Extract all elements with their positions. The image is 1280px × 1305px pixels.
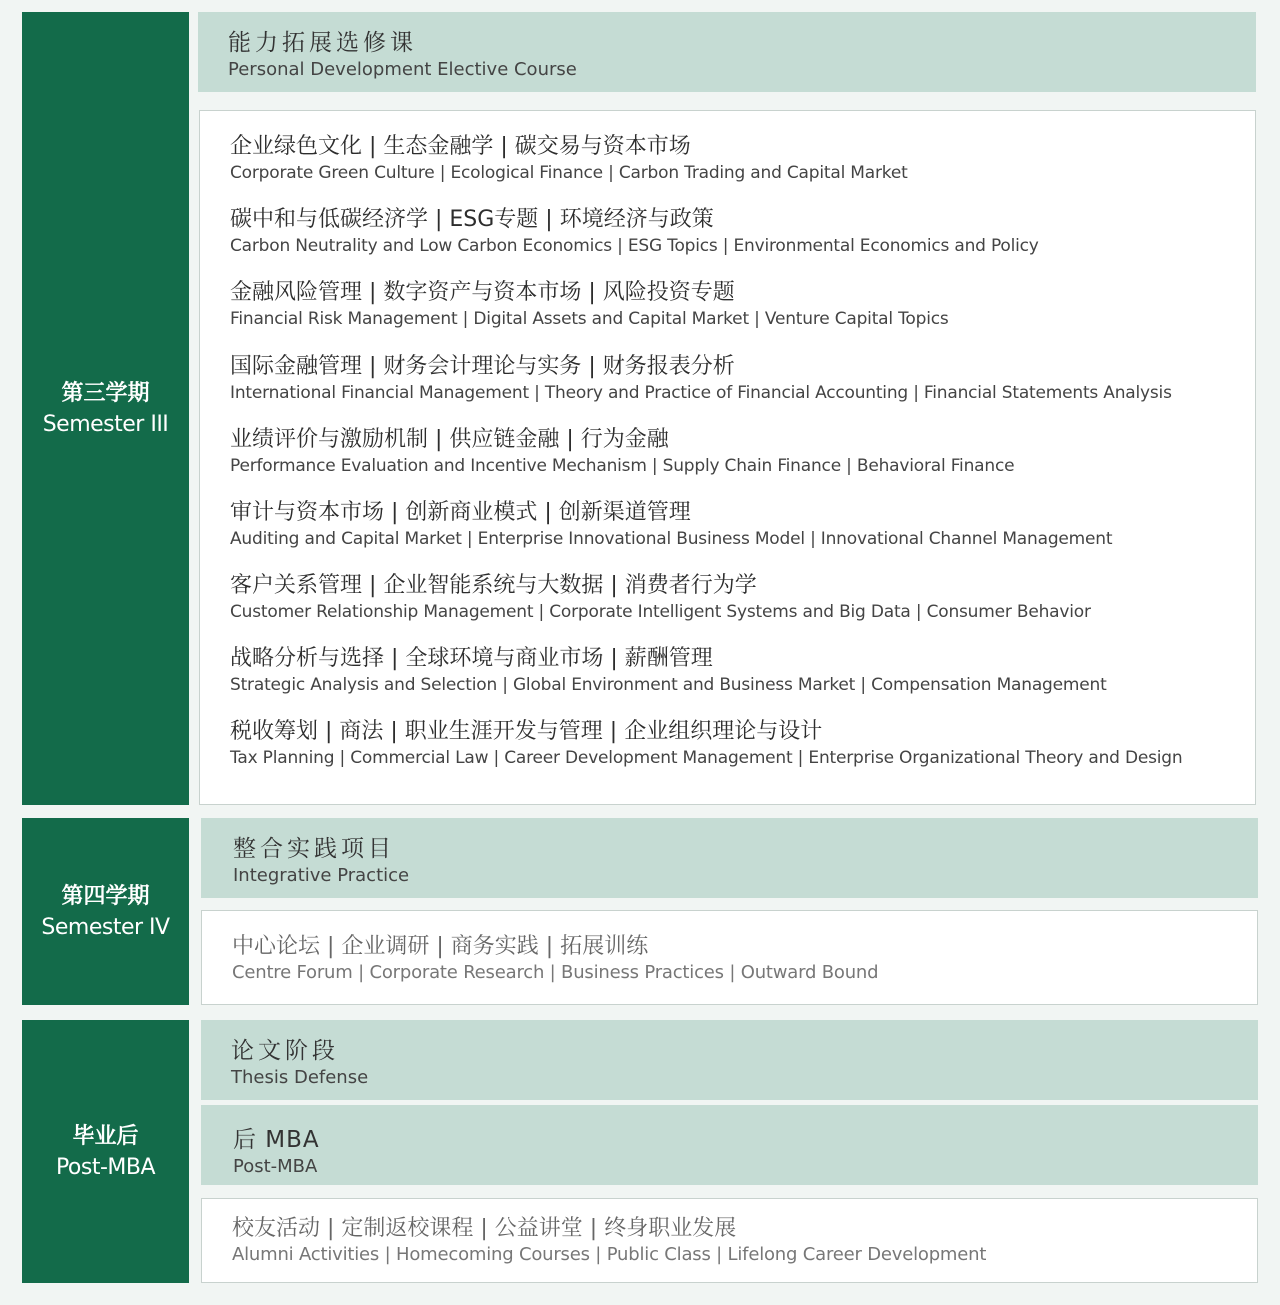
course-row [230,353,1172,405]
course-row-cn: 战略分析与选择 | 全球环境与商业市场 | 薪酬管理 [230,646,713,671]
alumni-list [201,1198,1258,1283]
post-mba-header [201,1105,1258,1185]
activity-row [232,1215,986,1267]
elective-header-en: Personal Development Elective Course [228,59,577,80]
semester-3-label [22,12,189,805]
activity-row-en: Centre Forum | Corporate Research | Business Practices | Outward Bound [232,962,879,983]
course-row-cn: 审计与资本市场 | 创新商业模式 | 创新渠道管理 [230,500,691,525]
post-mba-cn: 毕业后 [72,1123,139,1149]
activity-row-cn: 中心论坛 | 企业调研 | 商务实践 | 拓展训练 [232,934,649,959]
integrative-header-en: Integrative Practice [233,865,410,886]
elective-header-cn: 能力拓展选修课 [228,30,417,56]
activity-row-en: Alumni Activities | Homecoming Courses | Public Class | Lifelong Career Development [232,1244,987,1265]
course-row [230,499,1112,551]
thesis-header-cn: 论文阶段 [231,1038,339,1064]
post-mba-header-cn: 后 MBA [233,1127,320,1153]
course-row-en: Performance Evaluation and Incentive Mechanism | Supply Chain Finance | Behavioral Finance [230,456,1015,476]
course-row-cn: 企业绿色文化 | 生态金融学 | 碳交易与资本市场 [230,134,691,159]
activity-row-cn: 校友活动 | 定制返校课程 | 公益讲堂 | 终身职业发展 [232,1216,737,1241]
integrative-header-cn: 整合实践项目 [233,836,395,862]
course-row [230,645,1107,697]
elective-header [198,12,1256,92]
post-mba-header-en: Post-MBA [233,1156,318,1177]
course-row [230,572,1091,624]
course-row-cn: 国际金融管理 | 财务会计理论与实务 | 财务报表分析 [230,354,735,379]
course-row-en: Customer Relationship Management | Corporate Intelligent Systems and Big Data | Consumer Behavior [230,602,1091,622]
course-row-en: Carbon Neutrality and Low Carbon Economics | ESG Topics | Environmental Economics and Policy [230,236,1039,256]
course-row-en: Strategic Analysis and Selection | Global Environment and Business Market | Compensation Management [230,675,1107,695]
course-row-en: Auditing and Capital Market | Enterprise Innovational Business Model | Innovational Channel Management [230,529,1113,549]
course-row-cn: 税收筹划 | 商法 | 职业生涯开发与管理 | 企业组织理论与设计 [230,719,823,744]
integrative-list [201,910,1258,1005]
course-row-en: Financial Risk Management | Digital Assets and Capital Market | Venture Capital Topics [230,309,949,329]
integrative-header [201,818,1258,898]
course-row-cn: 业绩评价与激励机制 | 供应链金融 | 行为金融 [230,427,669,452]
semester-3-en: Semester III [42,411,169,437]
post-mba-en: Post-MBA [55,1154,156,1180]
semester-4-label [22,818,189,1005]
thesis-header-en: Thesis Defense [231,1067,369,1088]
course-row-en: Tax Planning | Commercial Law | Career Development Management | Enterprise Organizational Theory and Design [230,748,1183,768]
elective-course-list [199,110,1256,805]
semester-4-cn: 第四学期 [61,883,150,909]
course-row-cn: 碳中和与低碳经济学 | ESG专题 | 环境经济与政策 [230,207,714,232]
course-row-en: International Financial Management | Theory and Practice of Financial Accounting | Financial Statements Analysis [230,383,1172,403]
course-row [230,133,908,185]
course-row [230,718,1182,770]
semester-3-cn: 第三学期 [61,380,150,406]
semester-4-en: Semester IV [41,914,170,940]
course-row [230,279,949,331]
post-mba-label [22,1020,189,1283]
course-row-cn: 客户关系管理 | 企业智能系统与大数据 | 消费者行为学 [230,573,757,598]
course-row [230,426,1014,478]
activity-row [232,933,878,985]
course-row-en: Corporate Green Culture | Ecological Finance | Carbon Trading and Capital Market [230,163,908,183]
thesis-header [201,1020,1258,1100]
course-row-cn: 金融风险管理 | 数字资产与资本市场 | 风险投资专题 [230,280,735,305]
course-row [230,206,1039,258]
